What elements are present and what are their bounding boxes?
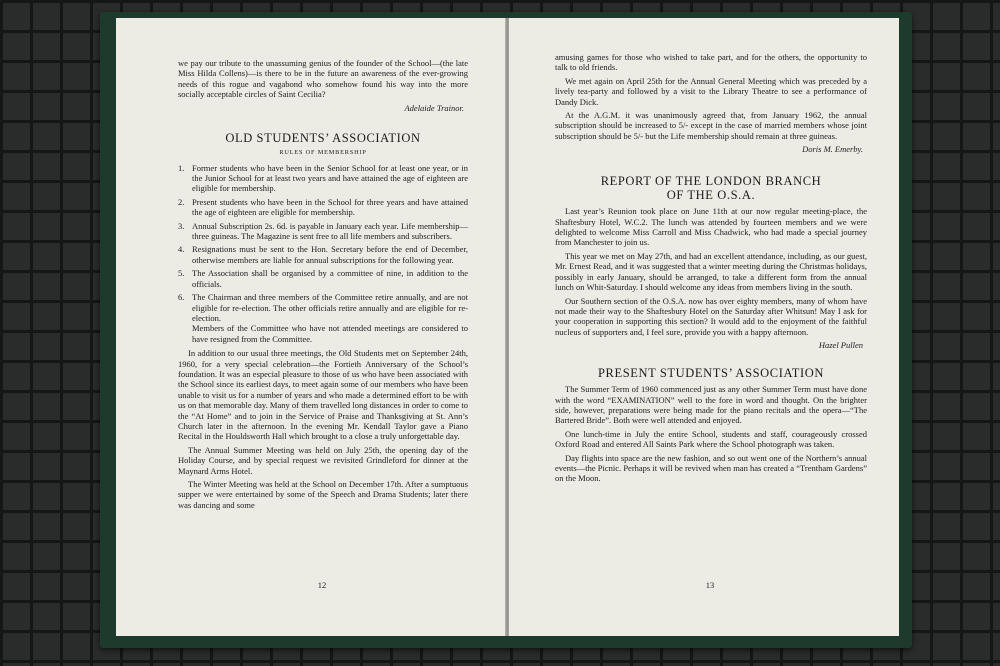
london-heading-line1: REPORT OF THE LONDON BRANCH: [600, 174, 822, 189]
body-paragraph: This year we met on May 27th, and had an excellent attendance, including, as our guest, Mr. Ernest Read, and it was suggested that a winter meeting during the Christmas holidays, possibly in early January, should be arranged, to take a different form from the annual lunch on Whit-Saturday. I should welcome any ideas from members living in the south.: [555, 250, 867, 293]
london-signature: Hazel Pullen: [818, 340, 863, 351]
rule-number: 5.: [178, 268, 185, 279]
rule-number: 2.: [178, 196, 185, 207]
rule-number: 4.: [178, 244, 185, 255]
london-heading-line2: OF THE O.S.A.: [666, 188, 756, 203]
present-students-heading: PRESENT STUDENTS’ ASSOCIATION: [598, 366, 824, 381]
london-branch-heading: [555, 174, 867, 202]
rule-number: 6.: [178, 292, 185, 303]
body-paragraph: amusing games for those who wished to take part, and for the others, the opportunity to talk to old friends.: [555, 52, 867, 73]
rules-list: [178, 163, 468, 345]
rule-text: Annual Subscription 2s. 6d. is payable in January each year. Life membership—three guineas. The Magazine is sent free to all life members and subscribers.: [192, 220, 468, 242]
top-signature: Doris M. Emerby.: [802, 144, 863, 155]
page-number: 12: [317, 580, 327, 590]
rule-text: Resignations must be sent to the Hon. Secretary before the end of December, otherwise members are liable for annual subscriptions for the following year.: [192, 244, 468, 265]
body-paragraph: In addition to our usual three meetings, the Old Students met on September 24th, 1960, for a very special celebration—the Fortieth Anniversary of the School’s foundation. It was an especial pleasure to those of us who have been associated with the School since its earliest days, to meet again some of our members who have been unable to visit us for a number of years and who made a determined effort to be with us on that memorable day. Many of them travelled long distances in order to come to the “At Home” and to join in the Service of Praise and Thanksgiving at St. Ann’s Church later in the afternoon. In the evening Mr. Kendall Taylor gave a Piano Recital in the Houldsworth Hall which brought to a close a truly unforgettable day.: [178, 348, 468, 442]
rule-item: [178, 163, 468, 194]
body-paragraph: Our Southern section of the O.S.A. now has over eighty members, many of whom have not made their way to the Shaftesbury Hotel on the Saturday after Whitsun! May I ask for your cooperation in supporting this section? It would add to the enjoyment of the faithful nucleus of supporters and, I feel sure, provide you with a happy afternoon.: [555, 295, 867, 337]
rule-item: [178, 292, 468, 344]
rule-text: Former students who have been in the Senior School for at least one year, or in the Junior School for at least two years and have attained the age of eighteen are eligible for membership.: [192, 162, 468, 194]
rule-text: The Association shall be organised by a committee of nine, in addition to the officials.: [192, 268, 468, 289]
body-paragraph: We met again on April 25th for the Annual General Meeting which was preceded by a lively tea-party and followed by a visit to the Library Theatre to see a performance of Dandy Dick.: [555, 75, 867, 107]
body-paragraph: The Annual Summer Meeting was held on July 25th, the opening day of the Holiday Course, and by special request we revisited Grindleford for dinner at the Maynard Arms Hotel.: [178, 444, 468, 476]
right-page: [509, 18, 899, 636]
rule-item: [178, 244, 468, 265]
rule-number: 3.: [178, 220, 185, 231]
body-paragraph: Day flights into space are the new fashion, and so out went one of the Northern’s annual events—the Picnic. Perhaps it will be revived when man has created a “Trentham Gardens” on the Moon.: [555, 452, 867, 484]
rule-item: [178, 268, 468, 289]
rule-item: [178, 197, 468, 218]
intro-paragraph: we pay our tribute to the unassuming genius of the founder of the School—(the late Miss Hilda Collens)—is there to be in the future an awareness of the ever-growing needs of this rogue and vagabond who somehow found his way into the more socially acceptable circles of Saint Cecilia?: [178, 58, 468, 100]
body-paragraph: The Winter Meeting was held at the School on December 17th. After a sumptuous supper we were entertained by some of the Speech and Drama Students; later there was dancing and some: [178, 479, 468, 510]
rule-number: 1.: [178, 162, 185, 173]
left-page: [116, 18, 506, 636]
page-number: 13: [705, 580, 715, 590]
osa-heading: OLD STUDENTS’ ASSOCIATION: [225, 130, 421, 145]
rule-item: [178, 221, 468, 242]
rule-text: Present students who have been in the School for three years and have attained the age of eighteen are eligible for membership.: [192, 196, 468, 218]
body-paragraph: At the A.G.M. it was unanimously agreed that, from January 1962, the annual subscription should be increased to 5/- except in the case of married members whose joint subscription should be 5/- but the Life membership should remain at three guineas.: [555, 110, 867, 141]
body-paragraph: One lunch-time in July the entire School, students and staff, courageously crossed Oxford Road and entered All Saints Park where the School photograph was taken.: [555, 428, 867, 450]
rule-extra-text: Members of the Committee who have not attended meetings are considered to have resigned from the Committee.: [192, 323, 468, 344]
rules-subheading: RULES OF MEMBERSHIP: [279, 148, 367, 156]
body-paragraph: Last year’s Reunion took place on June 11th at our now regular meeting-place, the Shaftesbury Hotel, W.C.2. The lunch was attended by fourteen members and we were delighted to welcome Miss Carroll and Miss Chadwick, who had made a special journey from Manchester to join us.: [555, 206, 867, 248]
rule-text: The Chairman and three members of the Committee retire annually, and are not eligible for re-election. The other officials retire annually and are eligible for re-election.: [192, 292, 468, 323]
intro-signature: Adelaide Trainor.: [404, 102, 464, 113]
body-paragraph: The Summer Term of 1960 commenced just as any other Summer Term must have done with the word “EXAMINATION” well to the fore in word and thought. On the brighter side, however, preparations were being made for the piano recitals and the opera—“The Bartered Bride”. Both were well attended and enjoyed.: [555, 384, 867, 426]
